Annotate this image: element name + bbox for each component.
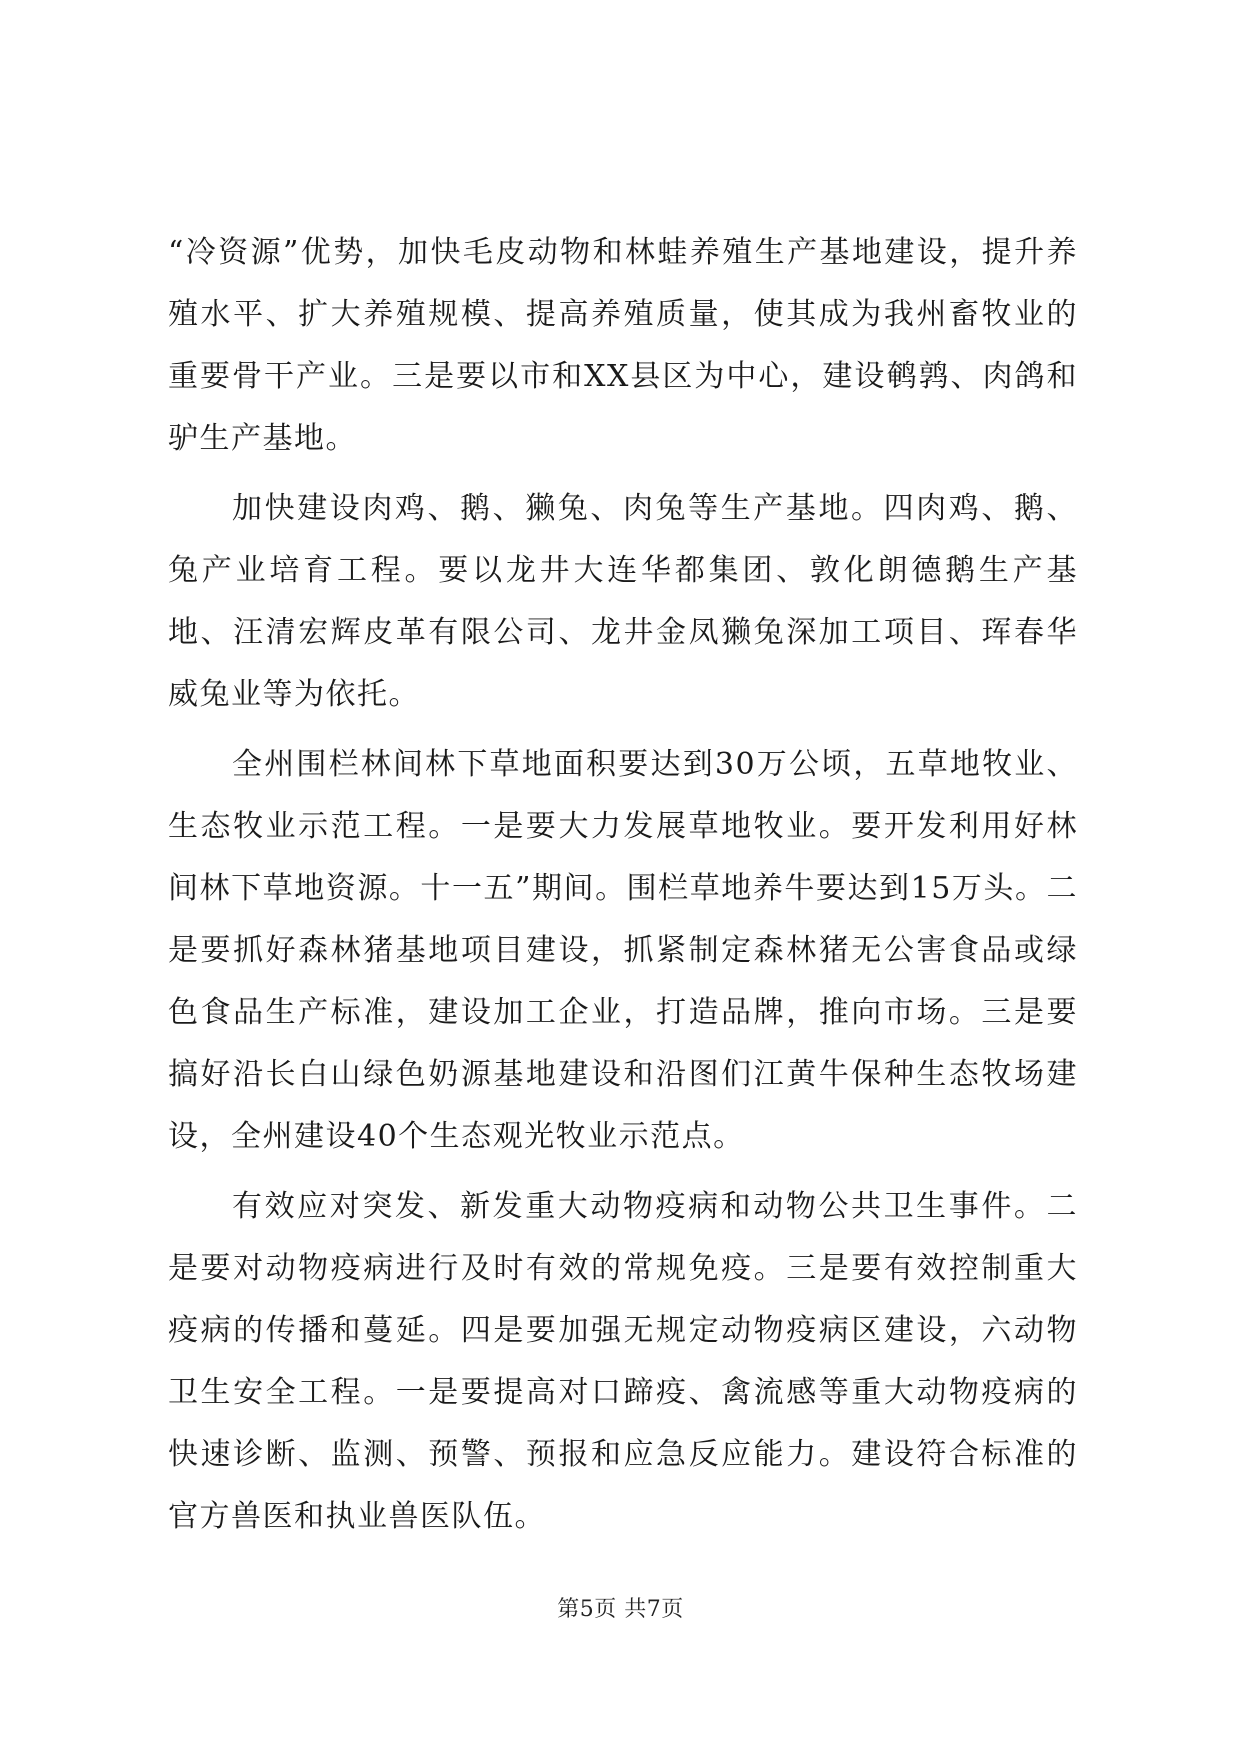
page-number-footer: 第5页 共7页 bbox=[557, 1597, 684, 1622]
body-paragraph-2: 加快建设肉鸡、鹅、獭兔、肉兔等生产基地。四肉鸡、鹅、兔产业培育工程。要以龙井大连华都集团、敦化朗德鹅生产基地、汪清宏辉皮革有限公司、龙井金凤獭兔深加工项目、珲春华威兔业等为依托。 bbox=[168, 491, 1078, 712]
body-paragraph-4: 有效应对突发、新发重大动物疫病和动物公共卫生事件。二是要对动物疫病进行及时有效的常规免疫。三是要有效控制重大疫病的传播和蔓延。四是要加强无规定动物疫病区建设，六动物卫生安全工程。一是要提高对口蹄疫、禽流感等重大动物疫病的快速诊断、监测、预警、预报和应急反应能力。建设符合标准的官方兽医和执业兽医队伍。 bbox=[168, 1189, 1078, 1534]
document-body bbox=[168, 222, 1078, 1548]
body-paragraph-1: “冷资源”优势，加快毛皮动物和林蛙养殖生产基地建设，提升养殖水平、扩大养殖规模、提高养殖质量，使其成为我州畜牧业的重要骨干产业。三是要以市和XX县区为中心，建设鹌鹑、肉鸽和驴生产基地。 bbox=[168, 235, 1078, 456]
body-paragraph-3: 全州围栏林间林下草地面积要达到30万公顷，五草地牧业、生态牧业示范工程。一是要大力发展草地牧业。要开发利用好林间林下草地资源。十一五”期间。围栏草地养牛要达到15万头。二是要抓好森林猪基地项目建设，抓紧制定森林猪无公害食品或绿色食品生产标准，建设加工企业，打造品牌，推向市场。三是要搞好沿长白山绿色奶源基地建设和沿图们江黄牛保种生态牧场建设，全州建设40个生态观光牧业示范点。 bbox=[168, 747, 1078, 1154]
